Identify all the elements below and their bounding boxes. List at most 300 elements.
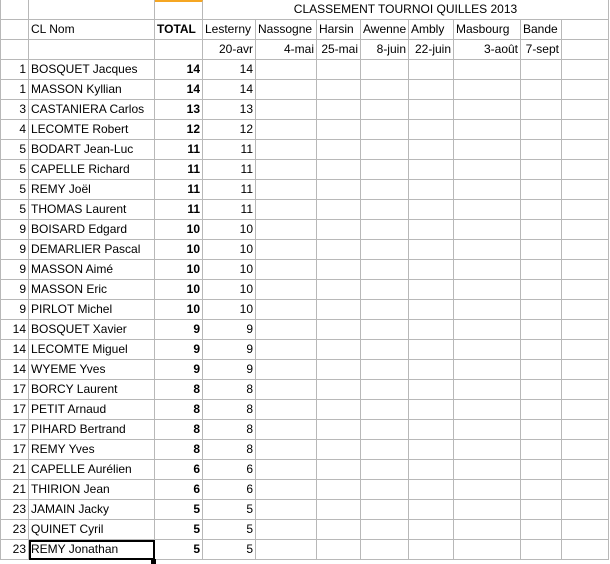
lesterny-score-cell[interactable]: 8 (203, 380, 256, 400)
empty-score-cell[interactable] (454, 320, 521, 340)
empty-score-cell[interactable] (361, 200, 409, 220)
empty-score-cell[interactable] (454, 180, 521, 200)
empty-score-cell[interactable] (562, 200, 609, 220)
fill-handle[interactable] (151, 559, 156, 564)
rank-cell[interactable]: 1 (1, 80, 29, 100)
rank-cell[interactable]: 9 (1, 260, 29, 280)
total-cell[interactable]: 10 (155, 240, 203, 260)
lesterny-score-cell[interactable]: 9 (203, 320, 256, 340)
empty-score-cell[interactable] (454, 500, 521, 520)
rank-cell[interactable]: 17 (1, 420, 29, 440)
lesterny-score-cell[interactable]: 12 (203, 120, 256, 140)
header-date-awenne[interactable]: 8-juin (361, 40, 409, 60)
empty-score-cell[interactable] (317, 220, 361, 240)
empty-score-cell[interactable] (409, 380, 454, 400)
header-event-nassogne[interactable]: Nassogne (256, 20, 317, 40)
empty-score-cell[interactable] (454, 420, 521, 440)
name-cell[interactable]: CAPELLE Aurélien (29, 460, 155, 480)
empty-score-cell[interactable] (361, 500, 409, 520)
header-event-harsin[interactable]: Harsin (317, 20, 361, 40)
empty-score-cell[interactable] (409, 340, 454, 360)
total-cell[interactable]: 13 (155, 100, 203, 120)
empty-score-cell[interactable] (521, 140, 562, 160)
name-cell[interactable]: MASSON Kyllian (29, 80, 155, 100)
lesterny-score-cell[interactable]: 11 (203, 180, 256, 200)
empty-score-cell[interactable] (317, 260, 361, 280)
empty-score-cell[interactable] (409, 440, 454, 460)
lesterny-score-cell[interactable]: 5 (203, 540, 256, 560)
empty-score-cell[interactable] (521, 80, 562, 100)
empty-score-cell[interactable] (409, 480, 454, 500)
empty-score-cell[interactable] (454, 340, 521, 360)
header-event-awenne[interactable]: Awenne (361, 20, 409, 40)
empty-score-cell[interactable] (317, 380, 361, 400)
empty-score-cell[interactable] (562, 280, 609, 300)
empty-score-cell[interactable] (256, 320, 317, 340)
empty-score-cell[interactable] (454, 460, 521, 480)
rank-cell[interactable]: 17 (1, 400, 29, 420)
empty-score-cell[interactable] (521, 360, 562, 380)
empty-score-cell[interactable] (317, 60, 361, 80)
empty-score-cell[interactable] (521, 60, 562, 80)
name-cell[interactable]: BOSQUET Xavier (29, 320, 155, 340)
name-cell[interactable]: PETIT Arnaud (29, 400, 155, 420)
lesterny-score-cell[interactable]: 10 (203, 220, 256, 240)
empty-score-cell[interactable] (521, 120, 562, 140)
rank-cell[interactable]: 3 (1, 100, 29, 120)
header-event-lesterny[interactable]: Lesterny (203, 20, 256, 40)
rank-cell[interactable]: 21 (1, 460, 29, 480)
empty-score-cell[interactable] (256, 220, 317, 240)
sheet-title[interactable]: CLASSEMENT TOURNOI QUILLES 2013 (203, 0, 609, 20)
empty-score-cell[interactable] (256, 400, 317, 420)
total-cell[interactable]: 11 (155, 160, 203, 180)
empty-score-cell[interactable] (317, 140, 361, 160)
empty-score-cell[interactable] (317, 180, 361, 200)
lesterny-score-cell[interactable]: 9 (203, 360, 256, 380)
empty-score-cell[interactable] (361, 460, 409, 480)
empty-score-cell[interactable] (562, 140, 609, 160)
total-cell[interactable]: 11 (155, 200, 203, 220)
empty-score-cell[interactable] (317, 440, 361, 460)
rank-cell[interactable]: 17 (1, 440, 29, 460)
empty-score-cell[interactable] (562, 220, 609, 240)
empty-score-cell[interactable] (361, 320, 409, 340)
lesterny-score-cell[interactable]: 10 (203, 260, 256, 280)
empty-score-cell[interactable] (454, 300, 521, 320)
total-cell[interactable]: 8 (155, 380, 203, 400)
rank-cell[interactable]: 14 (1, 320, 29, 340)
total-cell[interactable]: 10 (155, 300, 203, 320)
lesterny-score-cell[interactable]: 11 (203, 160, 256, 180)
empty-score-cell[interactable] (256, 420, 317, 440)
rank-cell[interactable]: 23 (1, 520, 29, 540)
lesterny-score-cell[interactable]: 8 (203, 420, 256, 440)
lesterny-score-cell[interactable]: 14 (203, 60, 256, 80)
empty-score-cell[interactable] (454, 480, 521, 500)
header-date-harsin[interactable]: 25-mai (317, 40, 361, 60)
empty-score-cell[interactable] (317, 160, 361, 180)
total-cell[interactable]: 10 (155, 260, 203, 280)
empty-score-cell[interactable] (256, 120, 317, 140)
lesterny-score-cell[interactable]: 6 (203, 460, 256, 480)
empty-score-cell[interactable] (562, 420, 609, 440)
empty-score-cell[interactable] (317, 240, 361, 260)
name-cell[interactable]: LECOMTE Miguel (29, 340, 155, 360)
total-cell[interactable]: 8 (155, 420, 203, 440)
empty-score-cell[interactable] (454, 240, 521, 260)
empty-score-cell[interactable] (409, 160, 454, 180)
name-cell[interactable]: DEMARLIER Pascal (29, 240, 155, 260)
empty-score-cell[interactable] (317, 320, 361, 340)
empty-score-cell[interactable] (256, 280, 317, 300)
rank-cell[interactable]: 17 (1, 380, 29, 400)
empty-score-cell[interactable] (256, 100, 317, 120)
empty-score-cell[interactable] (562, 240, 609, 260)
empty-score-cell[interactable] (317, 480, 361, 500)
empty-score-cell[interactable] (562, 180, 609, 200)
empty-score-cell[interactable] (409, 240, 454, 260)
header-cl-nom[interactable]: CL Nom (29, 20, 155, 40)
name-cell[interactable]: WYEME Yves (29, 360, 155, 380)
total-cell[interactable]: 8 (155, 400, 203, 420)
empty-score-cell[interactable] (361, 420, 409, 440)
empty-score-cell[interactable] (521, 540, 562, 560)
total-cell[interactable]: 14 (155, 60, 203, 80)
empty-score-cell[interactable] (409, 260, 454, 280)
empty-score-cell[interactable] (521, 340, 562, 360)
empty-score-cell[interactable] (317, 200, 361, 220)
empty-score-cell[interactable] (521, 100, 562, 120)
name-cell[interactable]: BOSQUET Jacques (29, 60, 155, 80)
rank-cell[interactable]: 4 (1, 120, 29, 140)
empty-score-cell[interactable] (409, 80, 454, 100)
empty-score-cell[interactable] (409, 180, 454, 200)
name-cell[interactable]: MASSON Aimé (29, 260, 155, 280)
empty-score-cell[interactable] (562, 160, 609, 180)
empty-score-cell[interactable] (317, 400, 361, 420)
empty-score-cell[interactable] (256, 440, 317, 460)
empty-score-cell[interactable] (361, 400, 409, 420)
empty-score-cell[interactable] (562, 440, 609, 460)
empty-score-cell[interactable] (361, 120, 409, 140)
empty-score-cell[interactable] (317, 420, 361, 440)
name-cell[interactable]: CAPELLE Richard (29, 160, 155, 180)
empty-score-cell[interactable] (562, 320, 609, 340)
rank-cell[interactable]: 5 (1, 200, 29, 220)
empty-score-cell[interactable] (256, 60, 317, 80)
empty-score-cell[interactable] (521, 240, 562, 260)
empty-score-cell[interactable] (409, 200, 454, 220)
empty-score-cell[interactable] (562, 360, 609, 380)
empty-score-cell[interactable] (361, 340, 409, 360)
empty-score-cell[interactable] (521, 220, 562, 240)
header-date-masbourg[interactable]: 3-août (454, 40, 521, 60)
empty-score-cell[interactable] (521, 520, 562, 540)
lesterny-score-cell[interactable]: 9 (203, 340, 256, 360)
empty-score-cell[interactable] (256, 460, 317, 480)
empty-score-cell[interactable] (521, 160, 562, 180)
lesterny-score-cell[interactable]: 14 (203, 80, 256, 100)
total-cell[interactable]: 5 (155, 500, 203, 520)
header-date-nassogne[interactable]: 4-mai (256, 40, 317, 60)
empty-score-cell[interactable] (409, 100, 454, 120)
name-cell[interactable]: BOISARD Edgard (29, 220, 155, 240)
header-event-ambly[interactable]: Ambly (409, 20, 454, 40)
total-cell[interactable]: 8 (155, 440, 203, 460)
empty-score-cell[interactable] (521, 260, 562, 280)
rank-cell[interactable]: 9 (1, 220, 29, 240)
empty-score-cell[interactable] (409, 400, 454, 420)
empty-score-cell[interactable] (361, 540, 409, 560)
empty-score-cell[interactable] (409, 140, 454, 160)
header-event-bande[interactable]: Bande (521, 20, 562, 40)
empty-score-cell[interactable] (521, 300, 562, 320)
empty-score-cell[interactable] (409, 500, 454, 520)
empty-score-cell[interactable] (409, 300, 454, 320)
empty-score-cell[interactable] (454, 360, 521, 380)
empty-score-cell[interactable] (454, 380, 521, 400)
rank-cell[interactable]: 5 (1, 160, 29, 180)
lesterny-score-cell[interactable]: 11 (203, 140, 256, 160)
empty-score-cell[interactable] (409, 520, 454, 540)
empty-score-cell[interactable] (454, 520, 521, 540)
cell-l2[interactable] (562, 20, 609, 40)
empty-score-cell[interactable] (454, 160, 521, 180)
empty-score-cell[interactable] (317, 460, 361, 480)
empty-score-cell[interactable] (256, 80, 317, 100)
empty-score-cell[interactable] (454, 120, 521, 140)
empty-score-cell[interactable] (409, 120, 454, 140)
rank-cell[interactable]: 9 (1, 280, 29, 300)
empty-score-cell[interactable] (256, 480, 317, 500)
cell-a1[interactable] (1, 0, 29, 20)
empty-score-cell[interactable] (256, 160, 317, 180)
lesterny-score-cell[interactable]: 13 (203, 100, 256, 120)
empty-score-cell[interactable] (361, 180, 409, 200)
empty-score-cell[interactable] (562, 500, 609, 520)
empty-score-cell[interactable] (317, 120, 361, 140)
rank-cell[interactable]: 14 (1, 340, 29, 360)
empty-score-cell[interactable] (521, 380, 562, 400)
name-cell[interactable]: JAMAIN Jacky (29, 500, 155, 520)
empty-score-cell[interactable] (361, 520, 409, 540)
name-cell[interactable]: CASTANIERA Carlos (29, 100, 155, 120)
empty-score-cell[interactable] (454, 280, 521, 300)
empty-score-cell[interactable] (562, 340, 609, 360)
empty-score-cell[interactable] (256, 260, 317, 280)
empty-score-cell[interactable] (562, 100, 609, 120)
total-cell[interactable]: 9 (155, 360, 203, 380)
empty-score-cell[interactable] (562, 480, 609, 500)
empty-score-cell[interactable] (454, 400, 521, 420)
empty-score-cell[interactable] (454, 80, 521, 100)
empty-score-cell[interactable] (256, 520, 317, 540)
empty-score-cell[interactable] (454, 140, 521, 160)
empty-score-cell[interactable] (521, 400, 562, 420)
empty-score-cell[interactable] (317, 340, 361, 360)
total-cell[interactable]: 6 (155, 480, 203, 500)
rank-cell[interactable]: 14 (1, 360, 29, 380)
lesterny-score-cell[interactable]: 10 (203, 280, 256, 300)
total-cell[interactable]: 5 (155, 540, 203, 560)
lesterny-score-cell[interactable]: 10 (203, 300, 256, 320)
rank-cell[interactable]: 5 (1, 180, 29, 200)
lesterny-score-cell[interactable]: 5 (203, 500, 256, 520)
cell-c3[interactable] (155, 40, 203, 60)
total-cell[interactable]: 9 (155, 340, 203, 360)
cell-a2[interactable] (1, 20, 29, 40)
empty-score-cell[interactable] (562, 400, 609, 420)
name-cell[interactable]: REMY Jonathan (29, 540, 155, 560)
empty-score-cell[interactable] (409, 320, 454, 340)
empty-score-cell[interactable] (256, 540, 317, 560)
empty-score-cell[interactable] (317, 280, 361, 300)
rank-cell[interactable]: 5 (1, 140, 29, 160)
name-cell[interactable]: BORCY Laurent (29, 380, 155, 400)
empty-score-cell[interactable] (521, 200, 562, 220)
empty-score-cell[interactable] (521, 440, 562, 460)
cell-c1[interactable] (155, 0, 203, 20)
name-cell[interactable]: LECOMTE Robert (29, 120, 155, 140)
lesterny-score-cell[interactable]: 8 (203, 440, 256, 460)
empty-score-cell[interactable] (317, 300, 361, 320)
empty-score-cell[interactable] (361, 80, 409, 100)
name-cell[interactable]: REMY Joël (29, 180, 155, 200)
rank-cell[interactable]: 23 (1, 500, 29, 520)
empty-score-cell[interactable] (361, 280, 409, 300)
empty-score-cell[interactable] (361, 100, 409, 120)
lesterny-score-cell[interactable]: 10 (203, 240, 256, 260)
empty-score-cell[interactable] (562, 60, 609, 80)
total-cell[interactable]: 11 (155, 140, 203, 160)
empty-score-cell[interactable] (317, 100, 361, 120)
empty-score-cell[interactable] (361, 140, 409, 160)
empty-score-cell[interactable] (361, 300, 409, 320)
empty-score-cell[interactable] (409, 540, 454, 560)
empty-score-cell[interactable] (361, 160, 409, 180)
empty-score-cell[interactable] (361, 360, 409, 380)
empty-score-cell[interactable] (454, 540, 521, 560)
lesterny-score-cell[interactable]: 11 (203, 200, 256, 220)
empty-score-cell[interactable] (562, 380, 609, 400)
empty-score-cell[interactable] (256, 340, 317, 360)
empty-score-cell[interactable] (409, 280, 454, 300)
name-cell[interactable]: PIRLOT Michel (29, 300, 155, 320)
rank-cell[interactable]: 1 (1, 60, 29, 80)
empty-score-cell[interactable] (317, 360, 361, 380)
header-date-bande[interactable]: 7-sept (521, 40, 562, 60)
empty-score-cell[interactable] (409, 460, 454, 480)
empty-score-cell[interactable] (521, 320, 562, 340)
empty-score-cell[interactable] (562, 300, 609, 320)
empty-score-cell[interactable] (256, 380, 317, 400)
header-total[interactable]: TOTAL (155, 20, 203, 40)
empty-score-cell[interactable] (562, 460, 609, 480)
empty-score-cell[interactable] (361, 240, 409, 260)
empty-score-cell[interactable] (317, 540, 361, 560)
empty-score-cell[interactable] (256, 140, 317, 160)
total-cell[interactable]: 10 (155, 220, 203, 240)
empty-score-cell[interactable] (521, 500, 562, 520)
empty-score-cell[interactable] (409, 220, 454, 240)
empty-score-cell[interactable] (521, 460, 562, 480)
rank-cell[interactable]: 9 (1, 300, 29, 320)
empty-score-cell[interactable] (521, 420, 562, 440)
empty-score-cell[interactable] (361, 380, 409, 400)
empty-score-cell[interactable] (256, 180, 317, 200)
empty-score-cell[interactable] (454, 60, 521, 80)
total-cell[interactable]: 14 (155, 80, 203, 100)
empty-score-cell[interactable] (409, 60, 454, 80)
empty-score-cell[interactable] (361, 260, 409, 280)
empty-score-cell[interactable] (454, 200, 521, 220)
empty-score-cell[interactable] (317, 520, 361, 540)
header-date-ambly[interactable]: 22-juin (409, 40, 454, 60)
empty-score-cell[interactable] (256, 360, 317, 380)
lesterny-score-cell[interactable]: 5 (203, 520, 256, 540)
empty-score-cell[interactable] (454, 100, 521, 120)
empty-score-cell[interactable] (562, 80, 609, 100)
header-event-masbourg[interactable]: Masbourg (454, 20, 521, 40)
total-cell[interactable]: 5 (155, 520, 203, 540)
empty-score-cell[interactable] (409, 360, 454, 380)
name-cell[interactable]: PIHARD Bertrand (29, 420, 155, 440)
total-cell[interactable]: 9 (155, 320, 203, 340)
empty-score-cell[interactable] (562, 540, 609, 560)
empty-score-cell[interactable] (521, 180, 562, 200)
empty-score-cell[interactable] (317, 80, 361, 100)
lesterny-score-cell[interactable]: 8 (203, 400, 256, 420)
empty-score-cell[interactable] (409, 420, 454, 440)
empty-score-cell[interactable] (256, 500, 317, 520)
empty-score-cell[interactable] (562, 260, 609, 280)
empty-score-cell[interactable] (256, 240, 317, 260)
name-cell[interactable]: THOMAS Laurent (29, 200, 155, 220)
empty-score-cell[interactable] (454, 220, 521, 240)
empty-score-cell[interactable] (454, 260, 521, 280)
cell-a3[interactable] (1, 40, 29, 60)
empty-score-cell[interactable] (361, 220, 409, 240)
empty-score-cell[interactable] (454, 440, 521, 460)
header-date-lesterny[interactable]: 20-avr (203, 40, 256, 60)
empty-score-cell[interactable] (521, 480, 562, 500)
name-cell[interactable]: THIRION Jean (29, 480, 155, 500)
cell-l3[interactable] (562, 40, 609, 60)
empty-score-cell[interactable] (361, 480, 409, 500)
empty-score-cell[interactable] (361, 60, 409, 80)
name-cell[interactable]: BODART Jean-Luc (29, 140, 155, 160)
empty-score-cell[interactable] (317, 500, 361, 520)
empty-score-cell[interactable] (562, 520, 609, 540)
total-cell[interactable]: 11 (155, 180, 203, 200)
cell-b3[interactable] (29, 40, 155, 60)
total-cell[interactable]: 10 (155, 280, 203, 300)
rank-cell[interactable]: 21 (1, 480, 29, 500)
empty-score-cell[interactable] (562, 120, 609, 140)
empty-score-cell[interactable] (256, 300, 317, 320)
lesterny-score-cell[interactable]: 6 (203, 480, 256, 500)
name-cell[interactable]: QUINET Cyril (29, 520, 155, 540)
rank-cell[interactable]: 23 (1, 540, 29, 560)
total-cell[interactable]: 6 (155, 460, 203, 480)
name-cell[interactable]: REMY Yves (29, 440, 155, 460)
total-cell[interactable]: 12 (155, 120, 203, 140)
empty-score-cell[interactable] (361, 440, 409, 460)
name-cell[interactable]: MASSON Eric (29, 280, 155, 300)
empty-score-cell[interactable] (256, 200, 317, 220)
cell-b1[interactable] (29, 0, 155, 20)
